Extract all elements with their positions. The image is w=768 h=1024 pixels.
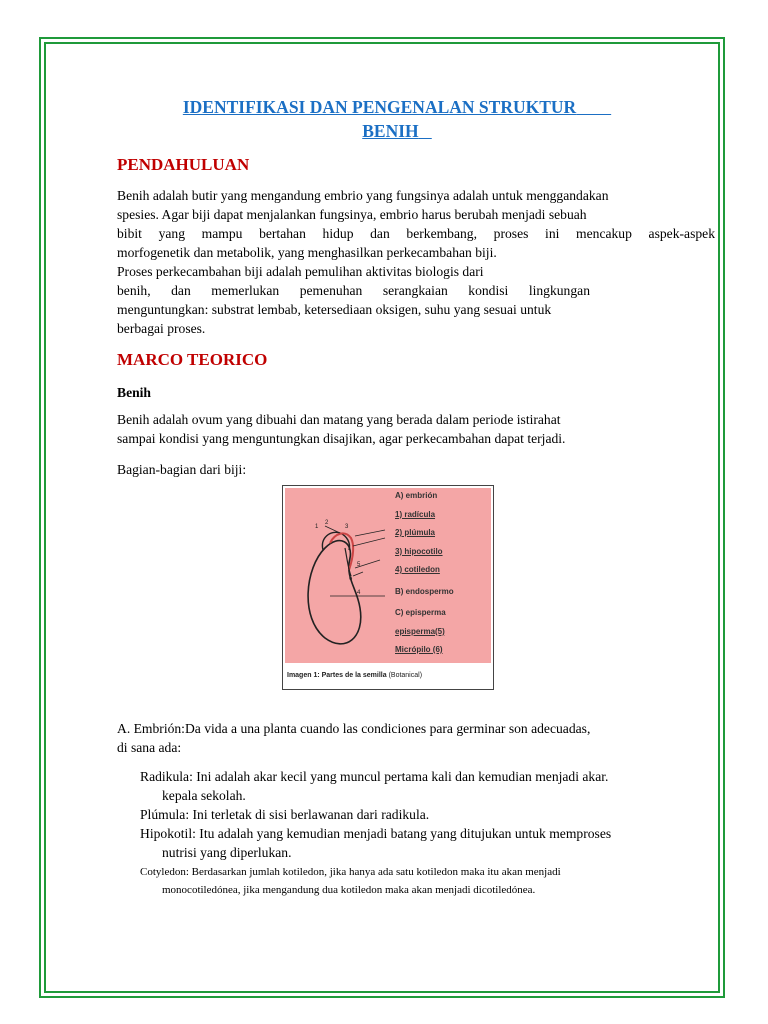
intro-line: Proses perkecambahan biji adalah pemulihan aktivitas biologis dari: [117, 264, 484, 279]
title-line-1: IDENTIFIKASI DAN PENGENALAN STRUKTUR: [182, 97, 577, 117]
seed-figure-image: [285, 488, 491, 663]
bullet-list: [140, 767, 715, 899]
seed-label-number: 2: [325, 520, 329, 526]
seed-legend: [395, 490, 454, 663]
bullet-text: Radikula: Ini adalah akar kecil yang muncul pertama kali dan kemudian menjadi akar.: [140, 769, 609, 784]
embrion-paragraph: [117, 719, 715, 757]
benih-line: Benih adalah ovum yang dibuahi dan matang yang berada dalam periode istirahat: [117, 412, 561, 427]
intro-paragraph: [117, 186, 715, 338]
legend-item: 3) hipocotilo: [395, 546, 443, 556]
list-item: [140, 805, 715, 824]
legend-item: 1) radícula: [395, 509, 436, 519]
seed-label-number: 1: [315, 524, 319, 530]
intro-line: spesies. Agar biji dapat menjalankan fungsinya, embrio harus berubah menjadi sebuah: [117, 207, 587, 222]
embrion-line: di sana ada:: [117, 740, 182, 755]
benih-paragraph: [117, 410, 715, 448]
legend-item: C) episperma: [395, 608, 446, 617]
list-item: [140, 824, 715, 862]
bullet-text-cont: monocotiledónea, jika mengandung dua kotiledon maka akan menjadi dicotiledónea.: [162, 884, 536, 896]
bullet-text-cont: kepala sekolah.: [162, 788, 246, 803]
section-heading-marco-teorico: MARCO TEORICO: [117, 350, 268, 369]
seed-label-number: 6: [349, 576, 353, 582]
intro-line: berbagai proses.: [117, 321, 206, 336]
legend-item: A) embrión: [395, 491, 438, 500]
seed-label-number: 3: [345, 524, 349, 530]
embrion-line: A. Embrión:Da vida a una planta cuando las condiciones para germinar son adecuadas,: [117, 721, 591, 736]
legend-item: 4) cotiledon: [395, 565, 440, 574]
list-item: [140, 863, 715, 899]
seed-label-number: 4: [357, 590, 361, 596]
document-title: [117, 95, 677, 143]
subheading-benih: Benih: [117, 385, 151, 400]
intro-line: morfogenetik dan metabolik, yang menghasilkan perkecambahan biji.: [117, 245, 497, 260]
section-heading-pendahuluan: PENDAHULUAN: [117, 155, 250, 174]
title-line-2: BENIH: [362, 121, 419, 141]
bullet-text: Plúmula: Ini terletak di sisi berlawanan dari radikula.: [140, 807, 430, 822]
legend-item: Micrópilo (6): [395, 645, 443, 654]
seed-figure: [282, 485, 494, 690]
intro-line: bibit yang mampu bertahan hidup dan berkembang, proses ini mencakup aspek-aspek: [117, 226, 715, 241]
bullet-text-cont: nutrisi yang diperlukan.: [162, 845, 292, 860]
legend-item: episperma(5): [395, 626, 445, 636]
list-item: [140, 767, 715, 805]
bullet-text: Hipokotil: Itu adalah yang kemudian menjadi batang yang ditujukan untuk memproses: [140, 826, 612, 841]
legend-item: 2) plúmula: [395, 528, 436, 537]
bullet-text: Cotyledon: Berdasarkan jumlah kotiledon, jika hanya ada satu kotiledon maka itu akan menjadi: [140, 866, 561, 878]
intro-line: Benih adalah butir yang mengandung embrio yang fungsinya adalah untuk menggandakan: [117, 188, 609, 203]
benih-line: sampai kondisi yang menguntungkan disajikan, agar perkecambahan dapat terjadi.: [117, 431, 566, 446]
intro-line: menguntungkan: substrat lembab, ketersediaan oksigen, suhu yang sesuai untuk: [117, 302, 552, 317]
intro-line: benih, dan memerlukan pemenuhan serangkaian kondisi lingkungan: [117, 283, 590, 298]
caption-source: (Botanical): [388, 672, 423, 679]
caption-title: Imagen 1: Partes de la semilla: [287, 672, 387, 679]
figure-caption: [287, 672, 422, 679]
legend-item: B) endospermo: [395, 586, 454, 596]
seed-label-number: 5: [357, 562, 361, 568]
parts-label: Bagian-bagian dari biji:: [117, 462, 247, 477]
seed-diagram-icon: [285, 488, 491, 663]
